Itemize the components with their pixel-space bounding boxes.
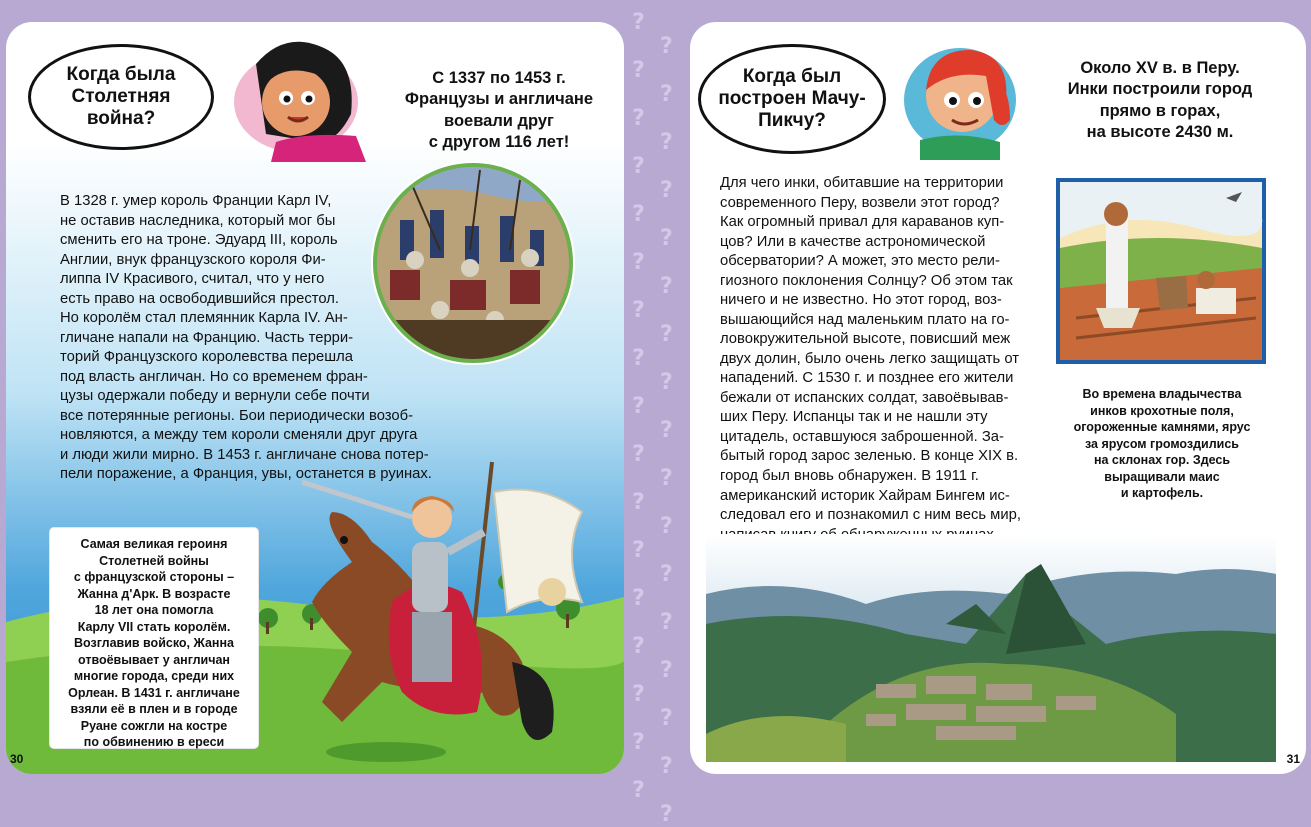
question-mark-icon: ? bbox=[632, 202, 645, 227]
question-bubble: Когда была Столетняя война? bbox=[28, 44, 214, 150]
question-mark-icon: ? bbox=[632, 58, 645, 83]
question-mark-icon: ? bbox=[632, 778, 645, 803]
right-page bbox=[690, 22, 1306, 774]
question-mark-icon: ? bbox=[632, 346, 645, 371]
body-text: В 1328 г. умер король Франции Карл IV, не оставив наследника, который мог бы сменить его на троне. Эдуард III, король Англии, внук французского короля Фи- липпа IV Красивого, считал, что у него есть право на освободившийся престол. Но королём стал племянник Карла IV. Ан- гличане напали на Францию. Часть терри- торий Французского королевства перешла под власть англичан. Но со временем фран- цузы одержали победу и вернули себе почти все потерянные регионы. Бои периодически возоб- новляются, а между тем короли сменяли друг друга и люди жили мирно. В 1453 г. англичане снова потер- пели поражение, а Франция, увы, останется в руинах. bbox=[60, 193, 432, 483]
question-mark-icon: ? bbox=[632, 298, 645, 323]
machu-picchu-photo bbox=[706, 534, 1276, 762]
question-mark-icon: ? bbox=[660, 34, 673, 59]
question-mark-icon: ? bbox=[660, 754, 673, 779]
question-mark-icon: ? bbox=[632, 538, 645, 563]
inca-farming-illustration bbox=[1056, 178, 1266, 364]
question-mark-icon: ? bbox=[660, 370, 673, 395]
question-mark-icon: ? bbox=[660, 130, 673, 155]
boy-character-icon bbox=[890, 22, 1040, 160]
question-mark-icon: ? bbox=[632, 154, 645, 179]
question-mark-icon: ? bbox=[632, 634, 645, 659]
question-mark-icon: ? bbox=[660, 706, 673, 731]
question-mark-icon: ? bbox=[660, 322, 673, 347]
question-mark-icon: ? bbox=[660, 658, 673, 683]
joan-of-arc-illustration bbox=[262, 452, 592, 772]
question-mark-icon: ? bbox=[660, 178, 673, 203]
page-number: 31 bbox=[1286, 752, 1300, 766]
question-mark-icon: ? bbox=[660, 82, 673, 107]
left-page bbox=[6, 22, 624, 774]
question-mark-icon: ? bbox=[632, 586, 645, 611]
page-number: 30 bbox=[10, 752, 24, 766]
question-mark-icon: ? bbox=[632, 394, 645, 419]
question-mark-icon: ? bbox=[660, 610, 673, 635]
body-text: Для чего инки, обитавшие на территории современного Перу, возвели этот город? Как огромный привал для караванов куп- цов? Или в качестве астрономической обсерватории? А может, это место рели- гиозного поклонения Солнцу? Об этом так ничего и не известно. Но этот город, воз- вышающийся над маленьким плато на го- ловокружительной высоте, повисший меж двух долин, было очень легко защищать от нападений. С 1530 г. и позднее его жители бежали от испанских солдат, завоёвывав- ших Перу. Испанцы так и не нашли эту цитадель, оставшуюся заброшенной. За- бытый город зарос зеленью. В конце XIX в. город был вновь обнаружен. В 1911 г. американский историк Хайрам Бингем ис- следовал его и познакомил с ним весь мир, bbox=[720, 175, 1021, 524]
question-mark-icon: ? bbox=[660, 514, 673, 539]
question-mark-icon: ? bbox=[632, 490, 645, 515]
question-mark-icon: ? bbox=[660, 274, 673, 299]
question-mark-icon: ? bbox=[632, 682, 645, 707]
answer-text: Около XV в. в Перу. Инки построили город прямо в горах, на высоте 2430 м. bbox=[1067, 59, 1253, 142]
question-mark-icon: ? bbox=[660, 226, 673, 251]
girl-character-icon bbox=[216, 24, 386, 164]
question-mark-icon: ? bbox=[632, 250, 645, 275]
question-mark-icon: ? bbox=[632, 730, 645, 755]
caption-text: Во времена владычества инков крохотные поля, огороженные камнями, ярус за ярусом громоздились на склонах гор. Здесь выращивали маис и картофель. bbox=[1073, 387, 1251, 500]
question-mark-icon: ? bbox=[660, 802, 673, 827]
question-bubble: Когда был построен Мачу- Пикчу? bbox=[698, 44, 886, 154]
question-mark-icon: ? bbox=[632, 106, 645, 131]
question-mark-icon: ? bbox=[660, 466, 673, 491]
answer-text: С 1337 по 1453 г. Французы и англичане воевали друг с другом 116 лет! bbox=[404, 69, 594, 152]
question-mark-icon: ? bbox=[660, 418, 673, 443]
question-mark-icon: ? bbox=[632, 442, 645, 467]
question-mark-icon: ? bbox=[632, 10, 645, 35]
question-mark-icon: ? bbox=[660, 562, 673, 587]
caption-text: Самая великая героиня Столетней войны с французской стороны – Жанна д'Арк. В возрасте 18 лет она помогла Карлу VII стать королём. Возглавив войско, Жанна отвоёвывает у англичан многие города, среди них Орлеан. В 1431 г. англичане взяли её в плен и в городе Руане сожгли на костре по обвинению в ереси bbox=[68, 537, 240, 749]
